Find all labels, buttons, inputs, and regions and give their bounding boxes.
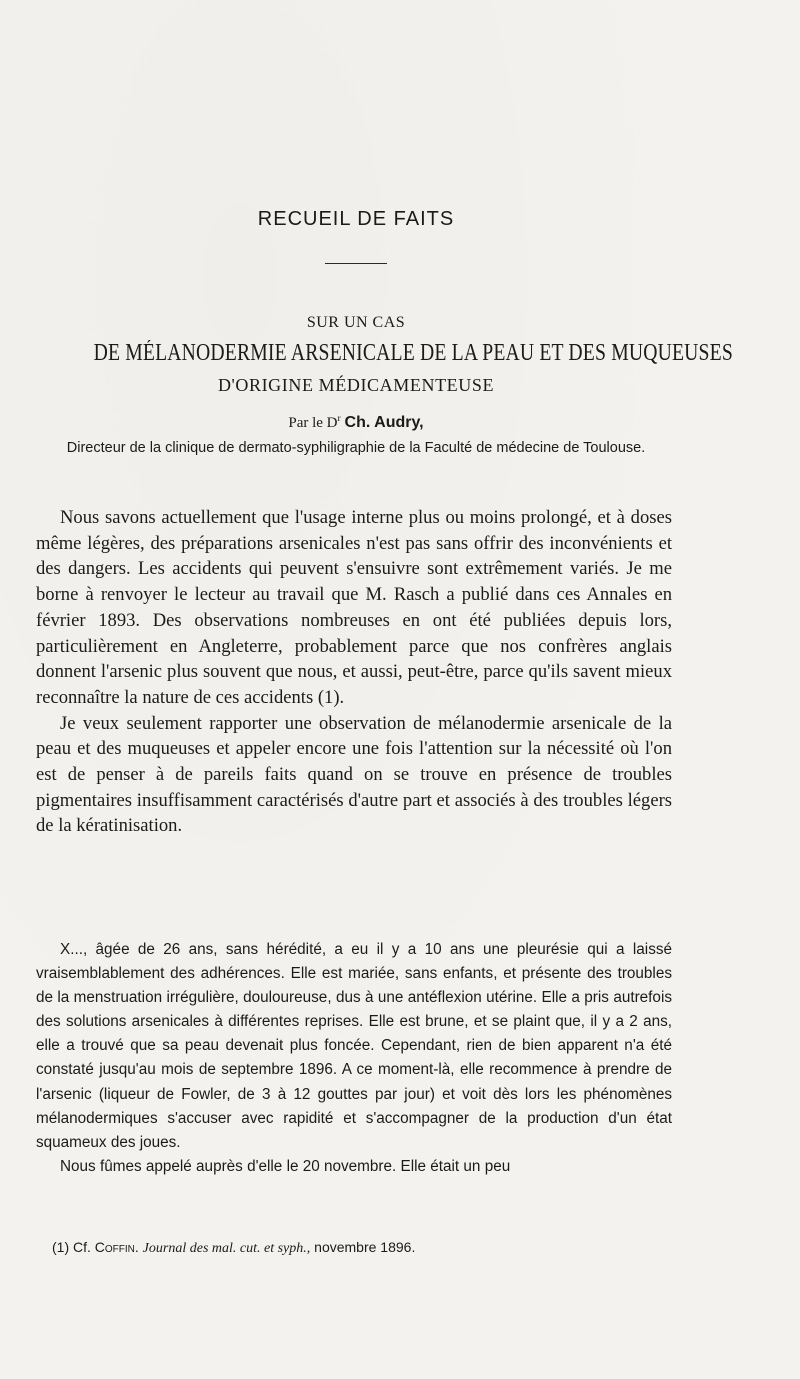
footnote-journal: Journal des mal. cut. et syph., <box>142 1241 311 1256</box>
body-paragraph-1: Nous savons actuellement que l'usage interne plus ou moins prolongé, et à doses même légères, des préparations arsenicales n'est pas sans offrir des inconvénients et des dangers. Les accidents qui peuvent s'ensuivre sont extrêmement variés. Je me borne à renvoyer le lecteur au travail que M. Rasch a publié dans ces Annales en février 1893. Des observations nombreuses en ont été publiées depuis lors, particulièrement en Angleterre, probablement parce que nos confrères anglais donnent l'arsenic plus souvent que nous, et aussi, peut-être, parce qu'ils savent mieux reconnaître la nature de ces accidents (1). <box>36 507 672 708</box>
section-title: RECUEIL DE FAITS <box>257 208 455 230</box>
byline <box>0 413 712 432</box>
observation-paragraph-2: Nous fûmes appelé auprès d'elle le 20 novembre. Elle était un peu <box>60 1157 511 1175</box>
footnote-date: novembre 1896. <box>314 1239 416 1255</box>
divider-rule <box>325 263 387 264</box>
author-name: Ch. Audry, <box>344 414 424 431</box>
footnote <box>52 1239 672 1257</box>
byline-superscript: r <box>337 413 341 424</box>
article-body <box>36 505 672 839</box>
article-heading-line3: D'ORIGINE MÉDICAMENTEUSE <box>217 375 495 395</box>
article-heading-line1: SUR UN CAS <box>306 314 406 331</box>
observation-paragraph-1: X..., âgée de 26 ans, sans hérédité, a eu il y a 10 ans une pleurésie qui a laissé vraisemblablement des adhérences. Elle est mariée, sans enfants, et présente des troubles de la menstruation irrégulière, douloureuse, dus à une antéflexion utérine. Elle a pris autrefois des solutions arsenicales à différentes reprises. Elle est brune, et se plaint que, il y a 2 ans, elle a trouvé que sa peau devenait plus foncée. Cependant, rien de bien apparent n'a été constaté jusqu'au mois de septembre 1896. A ce moment-là, elle recommence à prendre de l'arsenic (liqueur de Fowler, de 3 à 12 gouttes par jour) et voit dès lors les phénomènes mélanodermiques s'accuser avec rapidité et s'accompagner de la production d'un état squameux des joues. <box>36 941 672 1151</box>
byline-prefix: Par le D <box>288 415 338 431</box>
footnote-author: Coffin. <box>94 1239 139 1255</box>
article-heading-line2: DE MÉLANODERMIE ARSENICALE DE LA PEAU ET DES MUQUEUSES <box>93 340 733 366</box>
body-paragraph-2: Je veux seulement rapporter une observation de mélanodermie arsenicale de la peau et des muqueuses et appeler encore une fois l'attention sur la nécessité où l'on est de penser à de pareils faits quand on se trouve en présence de troubles pigmentaires insuffisamment caractérisés d'autre part et associés à des troubles légers de la kératinisation. <box>36 712 672 837</box>
footnote-marker: (1) Cf. <box>52 1239 91 1255</box>
observation-text <box>36 938 672 1179</box>
author-affiliation: Directeur de la clinique de dermato-syphiligraphie de la Faculté de médecine de Toulouse. <box>66 440 646 456</box>
